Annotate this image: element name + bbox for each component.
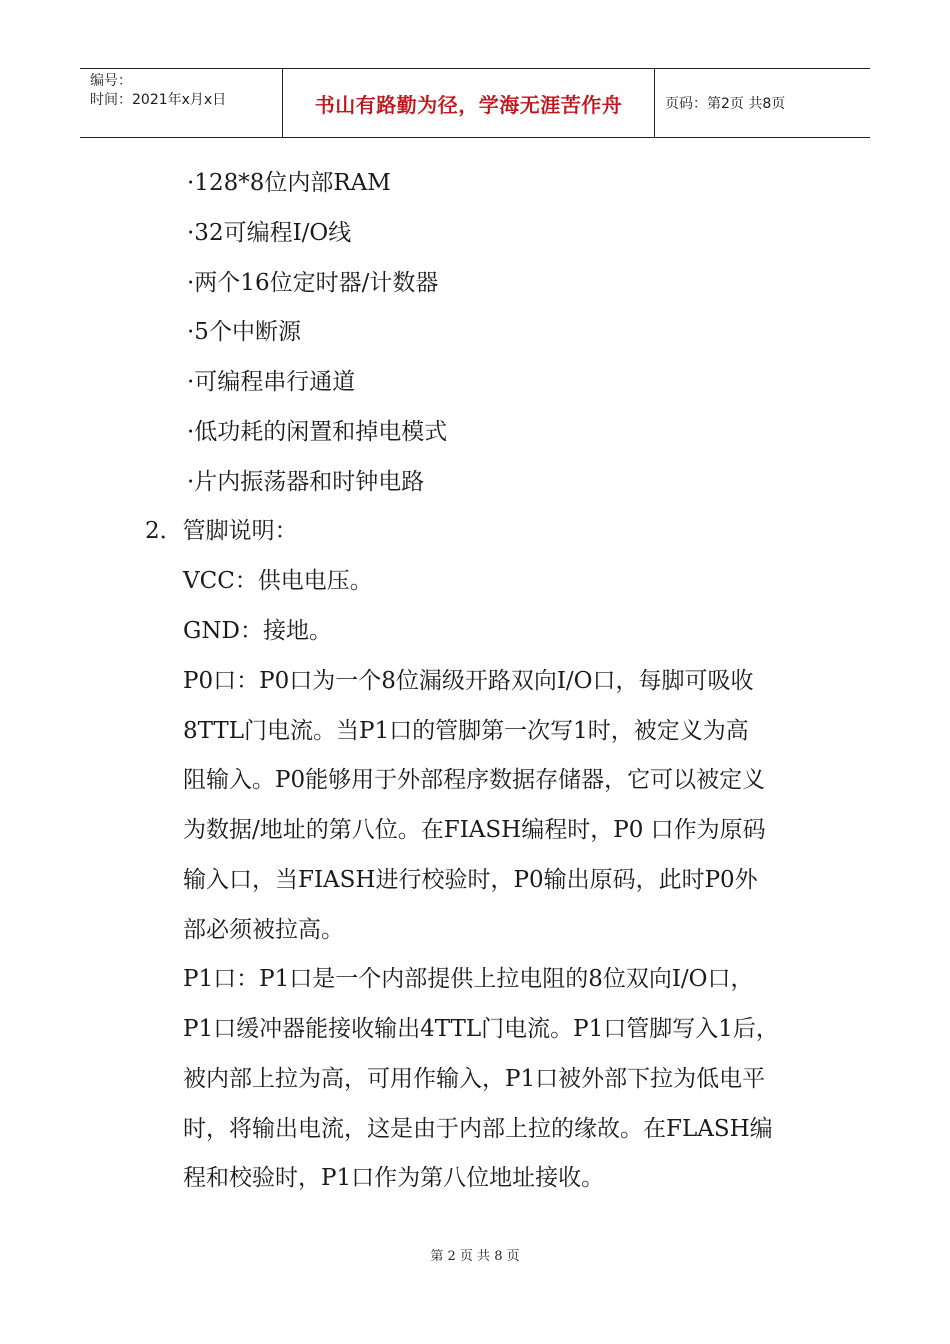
body-line: 部必须被拉高。	[183, 917, 344, 943]
bullet-item: ·5个中断源	[187, 319, 301, 345]
header-meta	[80, 69, 283, 137]
body-line: 阻输入。P0能够用于外部程序数据存储器，它可以被定义	[183, 767, 766, 793]
header-motto: 书山有路勤为径，学海无涯苦作舟	[283, 69, 655, 137]
body-line: GND：接地。	[183, 618, 332, 644]
section-heading: 2．管脚说明：	[145, 518, 298, 544]
body-line: P0口：P0口为一个8位漏级开路双向I/O口，每脚可吸收	[183, 668, 754, 694]
bullet-item: ·低功耗的闲置和掉电模式	[187, 419, 448, 445]
bullet-item: ·可编程串行通道	[187, 369, 356, 395]
bullet-item: ·32可编程I/O线	[187, 220, 352, 246]
page-footer: 第 2 页 共 8 页	[430, 1249, 520, 1264]
body-line: 程和校验时，P1口作为第八位地址接收。	[183, 1165, 605, 1191]
body-line: 时，将输出电流，这是由于内部上拉的缘故。在FLASH编	[183, 1116, 773, 1142]
bullet-item: ·128*8位内部RAM	[187, 170, 391, 196]
body-line: P1口缓冲器能接收输出4TTL门电流。P1口管脚写入1后，	[183, 1016, 779, 1042]
body-line: 为数据/地址的第八位。在FIASH编程时，P0 口作为原码	[183, 817, 766, 843]
document-number-label: 编号：	[90, 73, 132, 89]
body-line: 输入口，当FIASH进行校验时，P0输出原码，此时P0外	[183, 867, 758, 893]
body-line: VCC：供电电压。	[183, 568, 373, 594]
bullet-item: ·两个16位定时器/计数器	[187, 270, 439, 296]
body-line: 8TTL门电流。当P1口的管脚第一次写1时，被定义为高	[183, 718, 749, 744]
page-header	[80, 68, 870, 138]
header-page-info: 页码：第2页 共8页	[665, 96, 786, 112]
document-date: 时间：2021年x月x日	[90, 92, 227, 108]
body-line: P1口：P1口是一个内部提供上拉电阻的8位双向I/O口，	[183, 966, 754, 992]
body-line: 被内部上拉为高，可用作输入，P1口被外部下拉为低电平	[183, 1066, 766, 1092]
bullet-item: ·片内振荡器和时钟电路	[187, 469, 425, 495]
